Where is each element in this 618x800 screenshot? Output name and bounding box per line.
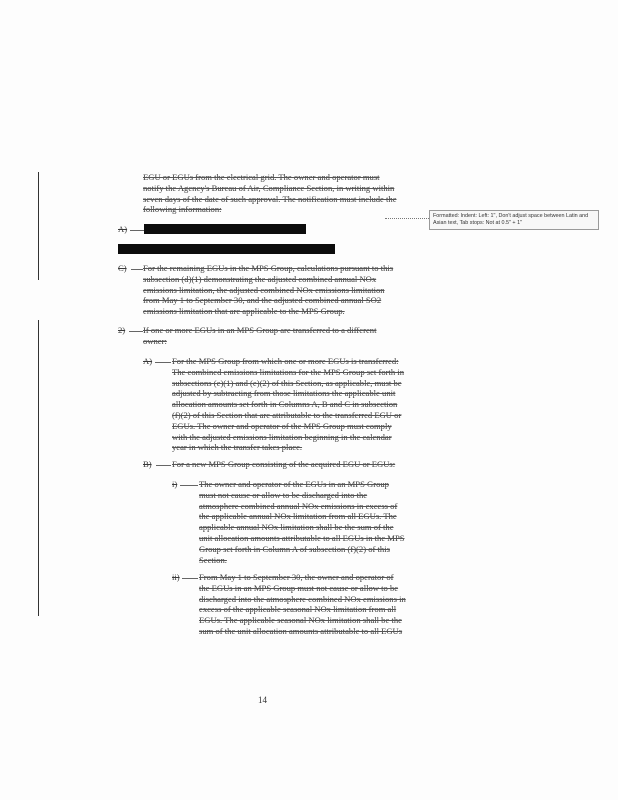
item-2bi-paragraph [199,479,405,565]
item-c-line: from May 1 to September 30, and the adjusted combined annual SO2 [143,295,382,306]
item-c-leader [131,269,143,270]
item-2bii-line: the EGUs in an MPS Group must not cause or allow to be [199,582,399,593]
item-2a-line: For the MPS Group from which one or more EGUs is transferred: [172,356,399,366]
redaction-block [118,244,335,254]
item-2a-line: The combined emissions limitations for the MPS Group set forth in [172,366,405,377]
redaction-block [144,224,306,234]
change-bar-top [38,172,39,280]
comment-connector [385,218,429,219]
item-2bii-line: discharged into the atmosphere combined NOx emissions in [199,593,406,604]
item-2b-line: For a new MPS Group consisting of the acquired EGU or EGUs: [172,459,396,469]
intro-line: seven days of the date of such approval. The notification must include the [143,193,397,204]
item-2b-label: B) [143,459,152,469]
item-2bi-line: Group set forth in Column A of subsection (f)(2) of this [199,543,390,554]
item-2bii-label: ii) [172,572,180,582]
item-2bi-line: Section. [199,554,227,565]
item-2-line: If one or more EGUs in an MPS Group are transferred to a different [143,325,377,335]
item-2-leader [129,331,143,332]
item-c-line: For the remaining EGUs in the MPS Group, calculations pursuant to this [143,263,394,273]
item-2-paragraph [143,325,376,347]
item-2bi-line: atmosphere combined annual NOx emissions in excess of [199,500,398,511]
item-c-line: emissions limitation that are applicable to the MPS Group. [143,306,345,317]
item-2a-line: subsections (e)(1) and (e)(2) of this Section, as applicable, must be [172,377,402,388]
intro-paragraph [143,172,397,215]
page-number: 14 [258,695,267,705]
item-2a-line: with the adjusted emissions limitation beginning in the calendar [172,431,392,442]
intro-line: following information: [143,204,222,215]
item-2-label: 2) [118,325,126,335]
item-2a-line: year in which the transfer takes place. [172,442,303,453]
intro-line: EGU or EGUs from the electrical grid. The owner and operator must [143,172,380,182]
item-2a-label: A) [143,356,153,366]
item-2bii-line: From May 1 to September 30, the owner and operator of [199,572,394,582]
item-2bi-line: applicable annual NOx limitation shall be the sum of the [199,522,394,533]
item-2bi-line: unit allocation amounts attributable to all EGUs in the MPS [199,532,405,543]
item-2bi-line: must not cause or allow to be discharged into the [199,489,368,500]
item-2a-line: EGUs. The owner and operator of the MPS Group must comply [172,420,392,431]
item-2a-leader [155,362,171,363]
intro-line: notify the Agency's Bureau of Air, Compliance Section, in writing within [143,182,395,193]
item-2b-leader [156,465,171,466]
item-c-line: emissions limitation, the adjusted combined NOx emissions limitation [143,284,385,295]
item-2b-paragraph [172,459,395,470]
item-2bii-line: sum of the unit allocation amounts attributable to all EGUs [199,625,403,636]
change-bar-bottom [38,320,39,616]
item-c-line: subsection (d)(1) demonstrating the adjusted combined annual NOx [143,273,377,284]
item-2a-line: (f)(2) of this Section that are attributable to the transferred EGU or [172,409,402,420]
item-2bii-line: EGUs. The applicable seasonal NOx limitation shall be the [199,615,402,626]
item-2bii-leader [182,578,198,579]
item-2-line: owner: [143,335,167,346]
item-2a-paragraph [172,356,404,453]
item-2a-line: adjusted by subtracting from those limitations the applicable unit [172,388,396,399]
formatting-comment: Formatted: Indent: Left: 1", Don't adjust space between Latin and Asian text, Tab stops: Not at 0.5" + 1" [429,210,599,230]
item-c-label: C) [118,263,127,273]
item-2a-line: allocation amounts set forth in Columns A, B and C in subsection [172,399,398,410]
item-a-label: A) [118,224,128,234]
item-2bi-line: The owner and operator of the EGUs in an MPS Group [199,479,389,489]
item-2bi-line: the applicable annual NOx limitation from all EGUs. The [199,511,397,522]
item-a-leader [130,230,144,231]
item-2bi-leader [180,485,198,486]
item-c-paragraph [143,263,393,317]
item-2bii-paragraph [199,572,406,637]
item-2bii-line: excess of the applicable seasonal NOx limitation from all [199,604,397,615]
item-2bi-label: i) [172,479,178,489]
